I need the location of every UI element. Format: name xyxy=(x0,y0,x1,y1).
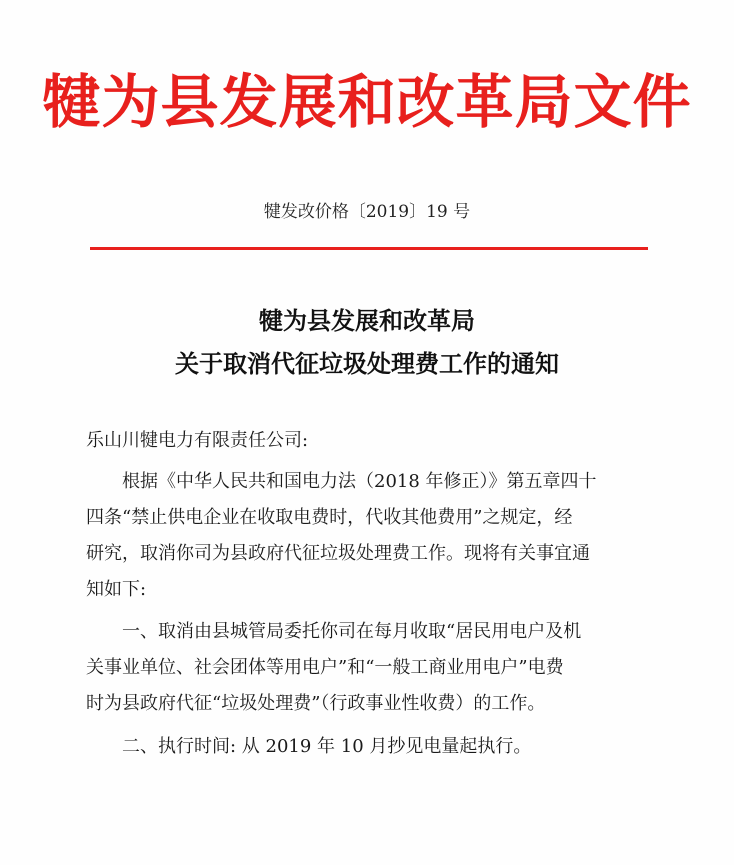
addressee: 乐山川犍电力有限责任公司: xyxy=(86,430,309,451)
body-line: 二、执行时间: 从 2019 年 10 月抄见电量起执行。 xyxy=(122,736,532,757)
header-divider-line xyxy=(90,247,648,250)
notice-title-line-2: 关于取消代征垃圾处理费工作的通知 xyxy=(175,350,559,378)
body-line: 一、取消由县城管局委托你司在每月收取“居民用电户及机 xyxy=(122,621,582,642)
body-line: 根据《中华人民共和国电力法（2018 年修正）》第五章四十 xyxy=(122,471,597,492)
body-line: 时为县政府代征“垃圾处理费”（行政事业性收费）的工作。 xyxy=(86,693,546,714)
body-line: 研究，取消你司为县政府代征垃圾处理费工作。现将有关事宜通 xyxy=(86,543,590,564)
body-line: 四条“禁止供电企业在收取电费时，代收其他费用”之规定，经 xyxy=(86,507,573,528)
notice-title-line-1: 犍为县发展和改革局 xyxy=(259,307,475,335)
body-line: 知如下: xyxy=(86,579,147,600)
body-line: 关事业单位、社会团体等用电户”和“一般工商业用电户”电费 xyxy=(86,657,564,678)
document-number: 犍发改价格〔2019〕19 号 xyxy=(263,202,471,222)
document-header-title: 犍为县发展和改革局文件 xyxy=(42,68,692,136)
